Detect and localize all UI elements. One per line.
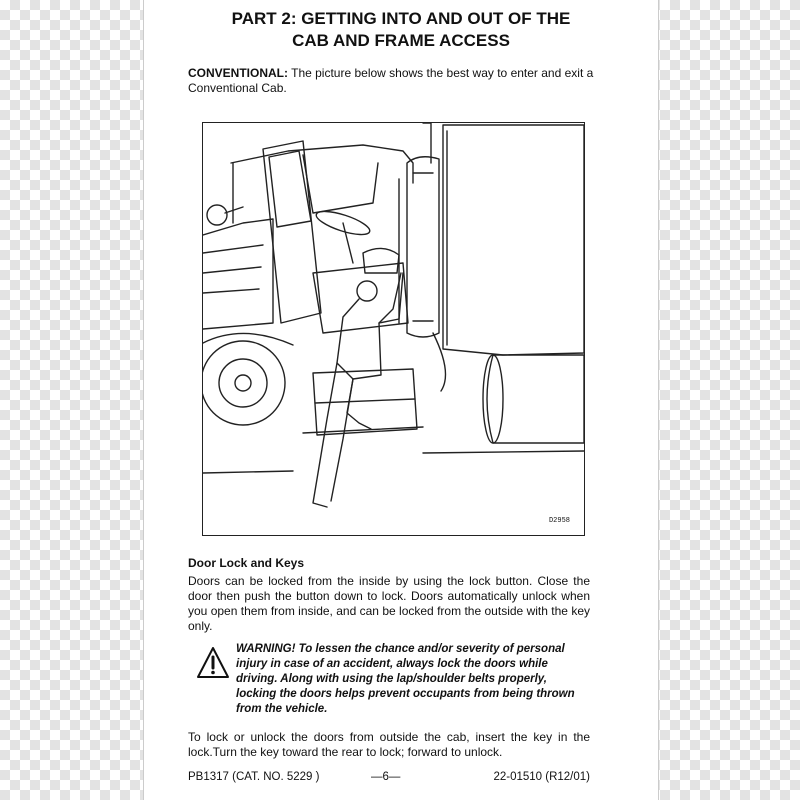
page-title [144,8,658,52]
section-heading: Door Lock and Keys [188,556,305,570]
intro-paragraph [188,66,598,96]
title-line-1: PART 2: GETTING INTO AND OUT OF THE [231,9,571,28]
footer-catalog: PB1317 (CAT. NO. 5229 ) [188,771,320,783]
intro-label: CONVENTIONAL: [188,66,288,80]
warning-text: WARNING! To lessen the chance and/or severity of personal injury in case of an accident, always lock the doors while driving. Along with using the lap/shoulder belts properly, locking the doors helps prevent occupants from being thrown from the vehicle. [236,643,575,715]
warning-block [188,642,590,718]
truck-cab-drawing [203,123,584,535]
figure-label: D2958 [548,517,570,525]
footer-page-number: —6— [371,771,401,783]
warning-triangle-icon [196,646,230,680]
truck-cab-illustration [202,122,585,536]
title-line-2: CAB AND FRAME ACCESS [292,31,510,50]
footer-revision: 22-01510 (R12/01) [493,771,590,783]
document-page [143,0,659,800]
intro-text: The picture below shows the best way to enter and exit a Conventional Cab. [188,66,594,95]
lock-paragraph: Doors can be locked from the inside by using the lock button. Close the door then push the button down to lock. Doors automatically unlock when you open them from inside, and can be locked from the outside with the key only. [188,574,590,633]
key-paragraph: To lock or unlock the doors from outside the cab, insert the key in the lock.Turn the key toward the rear to lock; forward to unlock. [188,730,590,759]
